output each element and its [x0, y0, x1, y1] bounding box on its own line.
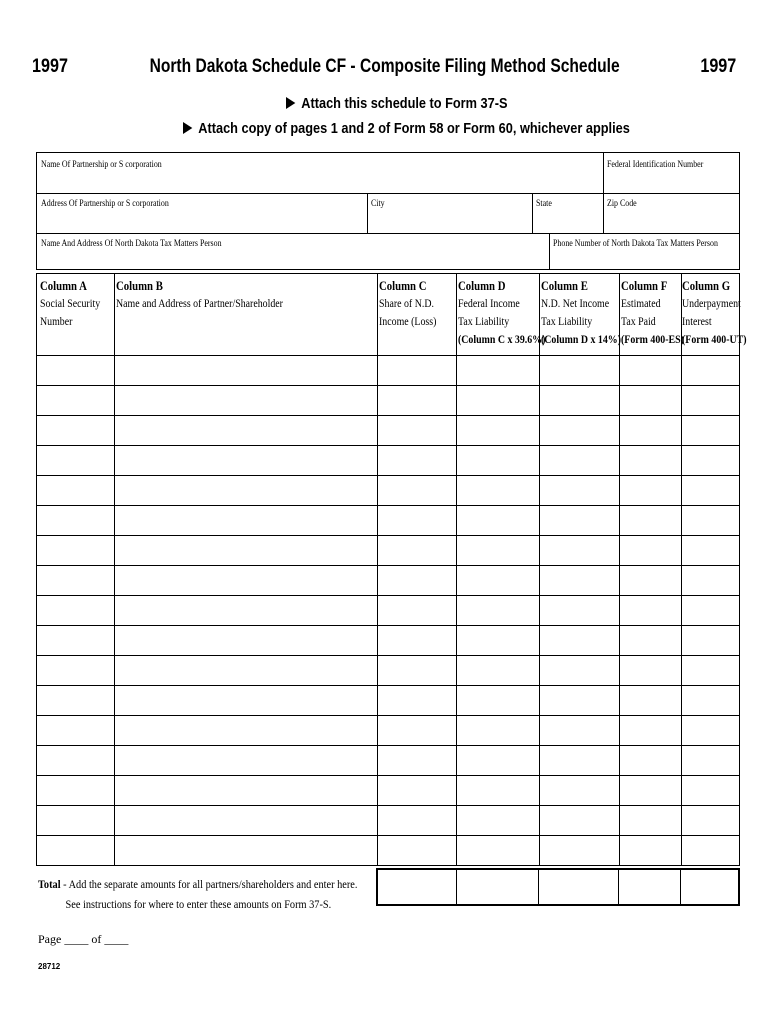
table-row-line [37, 685, 739, 686]
column-d-title: Column D [458, 279, 506, 293]
partnership-info-box [36, 152, 740, 270]
total-divider [680, 870, 681, 904]
table-row-line [37, 273, 739, 274]
column-d-desc-1: Federal Income [458, 298, 520, 310]
total-divider [456, 870, 457, 904]
table-row-line [37, 355, 739, 356]
table-row-line [37, 715, 739, 716]
total-amounts-box [376, 868, 740, 906]
column-c-header [379, 277, 436, 331]
column-f-desc-1: Estimated [621, 298, 661, 310]
table-row-line [37, 595, 739, 596]
year-right: 1997 [700, 56, 736, 77]
table-row-line [37, 475, 739, 476]
table-column-line [539, 273, 540, 866]
table-row-line [37, 505, 739, 506]
column-e-desc-1: N.D. Net Income [541, 298, 610, 310]
info-divider [549, 233, 550, 270]
page-title [0, 56, 770, 78]
table-row-line [37, 655, 739, 656]
page-number-line: Page ____ of ____ [38, 932, 129, 946]
column-g-header [682, 277, 747, 349]
table-column-line [619, 273, 620, 866]
form-number: 28712 [38, 962, 61, 971]
table-row-line [37, 835, 739, 836]
column-f-form: (Form 400-ES) [621, 334, 684, 346]
partnership-address-field[interactable]: Address Of Partnership or S corporation [41, 198, 169, 208]
federal-id-field[interactable]: Federal Identification Number [607, 159, 704, 169]
column-c-desc-2: Income (Loss) [379, 316, 437, 328]
attach-instruction-2-text: Attach copy of pages 1 and 2 of Form 58 or Form 60, whichever applies [198, 120, 630, 137]
column-d-desc-2: Tax Liability [458, 316, 510, 328]
column-e-header [541, 277, 621, 349]
info-divider [603, 153, 604, 193]
arrow-right-icon [183, 122, 192, 134]
info-divider [603, 193, 604, 233]
column-a-desc-1: Social Security [40, 298, 101, 310]
tax-matters-person-field[interactable]: Name And Address Of North Dakota Tax Matters Person [41, 238, 222, 248]
column-b-header [116, 277, 283, 313]
tax-matters-phone-field[interactable]: Phone Number of North Dakota Tax Matters Person [553, 238, 718, 248]
attach-instruction-1-text: Attach this schedule to Form 37-S [301, 95, 508, 112]
partner-table [36, 273, 740, 866]
column-a-header [40, 277, 100, 331]
column-a-title: Column A [40, 279, 87, 293]
column-b-desc-1: Name and Address of Partner/Shareholder [116, 298, 283, 310]
table-row-line [37, 445, 739, 446]
column-c-title: Column C [379, 279, 427, 293]
column-e-desc-2: Tax Liability [541, 316, 593, 328]
info-divider [37, 193, 739, 194]
table-column-line [456, 273, 457, 866]
partnership-name-field[interactable]: Name Of Partnership or S corporation [41, 159, 162, 169]
column-f-header [621, 277, 684, 349]
column-b-title: Column B [116, 279, 163, 293]
table-column-line [114, 273, 115, 866]
column-e-title: Column E [541, 279, 588, 293]
column-d-header [458, 277, 545, 349]
info-divider [37, 233, 739, 234]
total-divider [538, 870, 539, 904]
table-row-line [37, 775, 739, 776]
table-row-line [37, 745, 739, 746]
total-divider [618, 870, 619, 904]
total-line-2: See instructions for where to enter these amounts on Form 37-S. [65, 897, 332, 911]
table-row-line [37, 625, 739, 626]
column-f-title: Column F [621, 279, 668, 293]
table-row-line [37, 535, 739, 536]
column-d-formula: (Column C x 39.6%) [458, 334, 546, 346]
attach-instruction-2 [183, 120, 630, 137]
column-g-form: (Form 400-UT) [682, 334, 747, 346]
info-divider [532, 193, 533, 233]
column-e-formula: (Column D x 14%) [541, 334, 621, 346]
arrow-right-icon [286, 97, 295, 109]
attach-instruction-1 [286, 95, 507, 112]
total-line-1 [38, 874, 357, 894]
column-g-title: Column G [682, 279, 731, 293]
column-f-desc-2: Tax Paid [621, 316, 656, 328]
total-text-1: - Add the separate amounts for all partners/shareholders and enter here. [60, 877, 358, 891]
column-a-desc-2: Number [40, 316, 73, 328]
state-field[interactable]: State [536, 198, 552, 208]
table-column-line [377, 273, 378, 866]
table-row-line [37, 385, 739, 386]
table-column-line [681, 273, 682, 866]
total-label: Total [38, 877, 61, 891]
page-title-text: North Dakota Schedule CF - Composite Filing Method Schedule [149, 56, 621, 77]
total-instructions [38, 874, 357, 914]
table-row-line [37, 865, 739, 866]
city-field[interactable]: City [371, 198, 385, 208]
column-g-desc-1: Underpayment [682, 298, 741, 310]
table-row-line [37, 415, 739, 416]
info-divider [367, 193, 368, 233]
year-left: 1997 [32, 56, 68, 77]
table-row-line [37, 565, 739, 566]
column-g-desc-2: Interest [682, 316, 712, 328]
zip-field[interactable]: Zip Code [607, 198, 637, 208]
column-c-desc-1: Share of N.D. [379, 298, 434, 310]
table-row-line [37, 805, 739, 806]
